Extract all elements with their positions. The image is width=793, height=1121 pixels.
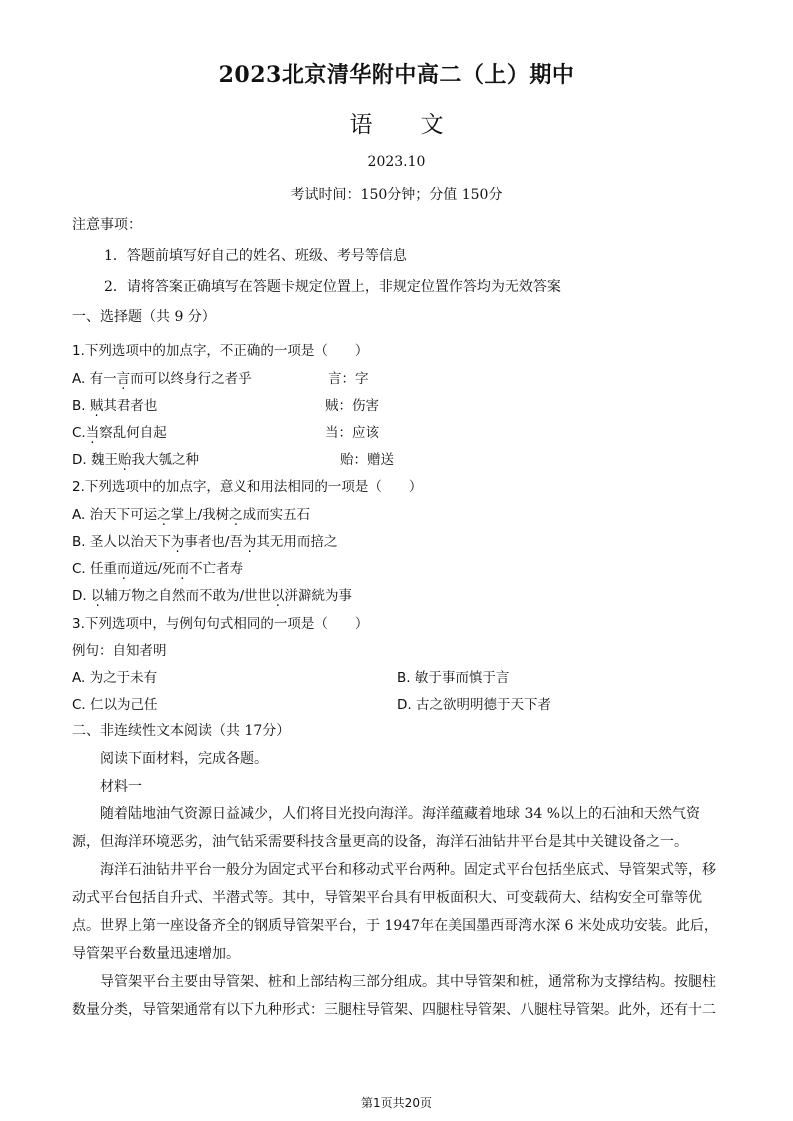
body-paragraph: 海洋石油钻井平台一般分为固定式平台和移动式平台两种。固定式平台包括坐底式、导管架式等，移动式平台包括自升式、半潜式等。其中，导管架平台具有甲板面积大、可变载荷大、结构安全可靠等优点。世界上第一座设备齐全的钢质导管架平台，于 1947年在美国墨西哥湾水深 6 米处成功安装。此后，导管架平台数量迅速增加。 — [72, 862, 718, 962]
q2-option-b: B. 圣人以治天下为事者也/吾为其无用而掊之 — [72, 534, 338, 550]
dotted-char: 之 — [157, 507, 171, 523]
subject-title — [0, 106, 793, 139]
dotted-char: 之 — [229, 507, 243, 523]
q1-option-c: C.当察乱何自起 — [72, 425, 167, 441]
dotted-char: 以 — [90, 588, 105, 604]
question-stem: 3.下列选项中，与例句句式相同的一项是（ ） — [72, 616, 369, 632]
q2-option-c: C. 任重而道远/死而不亡者寿 — [72, 561, 244, 577]
reading-instruction: 阅读下面材料，完成各题。 — [100, 751, 268, 767]
exam-title: 2023北京清华附中高二（上）期中 — [218, 62, 575, 88]
q1-option-d: D. 魏王贻我大瓠之种 — [72, 452, 199, 468]
dotted-char: 贻 — [117, 452, 132, 468]
dotted-char: 以 — [271, 588, 285, 604]
dotted-char: 言 — [116, 371, 131, 387]
q1-gloss-a: 言：字 — [328, 371, 369, 387]
dotted-char: 为 — [170, 534, 185, 550]
question-stem: 1.下列选项中的加点字，不正确的一项是（ ） — [72, 343, 369, 359]
q3-option-b: B. 敏于事而慎于言 — [397, 670, 510, 686]
exam-date: 2023.10 — [367, 154, 426, 170]
page-number: 第1页共20页 — [361, 1096, 432, 1110]
notice-item: 2．请将答案正确填写在答题卡规定位置上，非规定位置作答均为无效答案 — [104, 279, 561, 295]
question-stem: 2.下列选项中的加点字，意义和用法相同的一项是（ ） — [72, 479, 423, 495]
material-label: 材料一 — [100, 779, 142, 795]
q3-option-c: C. 仁以为己任 — [72, 697, 158, 713]
q1-option-a: A. 有一言而可以终身行之者乎 — [72, 371, 252, 387]
q3-option-d: D. 古之欲明明德于天下者 — [397, 697, 551, 713]
q1-option-b: B. 贼其君者也 — [72, 398, 158, 414]
q1-gloss-b: 贼：伤害 — [325, 398, 379, 414]
q1-gloss-d: 贻：赠送 — [340, 452, 394, 468]
q2-option-d: D. 以辅万物之自然而不敢为/世世以洴澼絖为事 — [72, 588, 353, 604]
notice-heading: 注意事项： — [72, 217, 142, 233]
example-sentence: 例句：自知者明 — [72, 643, 167, 659]
q2-option-a: A. 治天下可运之掌上/我树之成而实五石 — [72, 507, 311, 523]
section-heading: 一、选择题（共 9 分） — [72, 309, 216, 325]
dotted-char: 为 — [242, 534, 257, 550]
q1-gloss-c: 当：应该 — [325, 425, 379, 441]
dotted-char: 贼 — [89, 398, 104, 414]
notice-item: 1．答题前填写好自己的姓名、班级、考号等信息 — [104, 248, 407, 264]
q3-option-a: A. 为之于未有 — [72, 670, 158, 686]
dotted-char: 而 — [175, 561, 190, 577]
dotted-char: 而 — [117, 561, 131, 577]
subject-char-2: 文 — [420, 112, 444, 138]
body-paragraph: 导管架平台主要由导管架、桩和上部结构三部分组成。其中导管架和桩，通常称为支撑结构。按腿柱数量分类，导管架通常有以下九种形式：三腿柱导管架、四腿柱导管架、八腿柱导管架。此外，还有十二 — [72, 974, 716, 1018]
exam-time-info: 考试时间：150分钟；分值 150分 — [290, 187, 503, 203]
section-heading: 二、非连续性文本阅读（共 17分） — [72, 723, 291, 739]
subject-char-1: 语 — [349, 112, 373, 138]
body-paragraph: 随着陆地油气资源日益减少，人们将目光投向海洋。海洋蕴藏着地球 34 %以上的石油和天然气资源，但海洋环境恶劣，油气钻采需要科技含量更高的设备，海洋石油钻井平台是其中关键设备之一。 — [72, 806, 701, 850]
dotted-char: 当 — [85, 425, 100, 441]
